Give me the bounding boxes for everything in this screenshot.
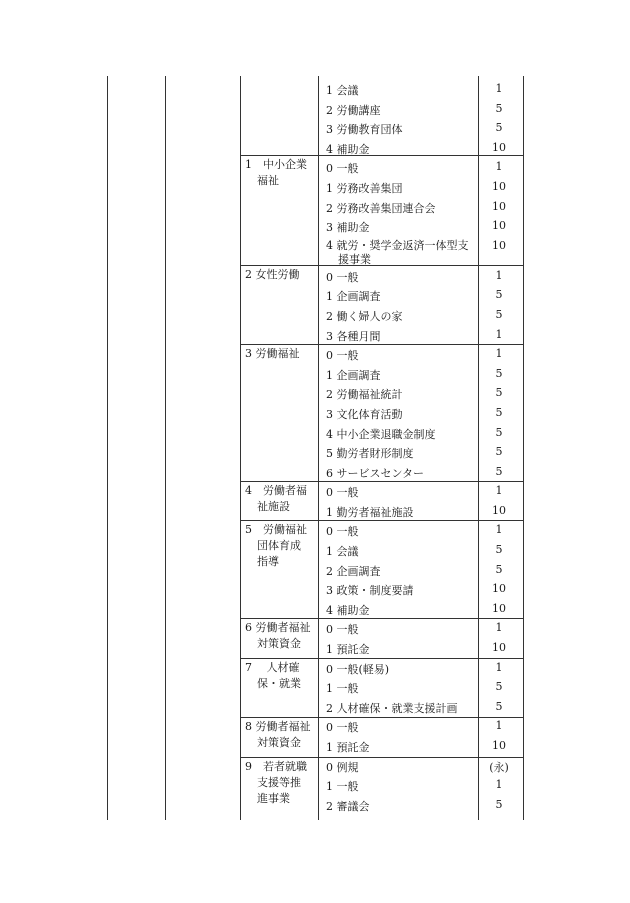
list-item: 1 預託金 10	[326, 641, 506, 657]
list-item: 0 一般 1	[326, 523, 503, 539]
list-item: 2 労働福祉統計 5	[326, 386, 503, 402]
section-label: 8 労働者福祉 対策資金	[245, 720, 311, 749]
list-item: 1 一般 1	[326, 778, 503, 794]
list-item: 1 労務改善集団 10	[326, 179, 506, 195]
column-rule	[107, 76, 108, 820]
column-rule	[240, 76, 241, 820]
list-item: 1 会議 5	[326, 543, 503, 559]
list-item: 0 一般 1	[326, 719, 503, 735]
list-item: 3 政策・制度要請 10	[326, 582, 506, 598]
list-item: 4 補助金 10	[326, 140, 506, 156]
list-item: 1 預託金 10	[326, 739, 506, 754]
list-item: 0 一般 1	[326, 484, 503, 500]
list-item: 3 各種月間 1	[326, 327, 503, 343]
list-item: 3 労働教育団体 5	[326, 121, 503, 137]
list-item: 3 補助金 10	[326, 219, 506, 235]
list-item: 2 人材確保・就業支援計画 5	[326, 699, 503, 715]
list-item: 1 企画調査 5	[326, 288, 503, 304]
list-item: 0 一般 1	[326, 160, 503, 176]
section-label: 7 人材確 保・就業	[245, 661, 301, 690]
list-item: 1 会議 1	[326, 82, 503, 97]
section-label: 1 中小企業 福祉	[245, 158, 307, 187]
section-label: 2 女性労働	[245, 268, 300, 281]
section-label: 3 労働福祉	[245, 347, 300, 360]
list-item: 0 一般 1	[326, 621, 503, 637]
list-item: 0 例規 (永)	[326, 760, 509, 774]
list-item: 1 勤労者福祉施設 10	[326, 503, 506, 519]
list-item: 1 企画調査 5	[326, 366, 503, 382]
section-label: 9 若者就職 支援等推 進事業	[245, 760, 307, 805]
list-item: 4 就労・奨学金返済一体型支 援事業 10	[326, 238, 506, 266]
section-label: 6 労働者福祉 対策資金	[245, 621, 311, 650]
list-item: 4 補助金 10	[326, 601, 506, 617]
list-item: 0 一般 1	[326, 347, 503, 363]
section-label: 5 労働福祉 団体育成 指導	[245, 523, 307, 568]
list-item: 6 サービスセンター 5	[326, 464, 503, 480]
list-item: 2 労務改善集団連合会 10	[326, 199, 506, 215]
list-item: 0 一般 1	[326, 268, 503, 284]
column-rule	[165, 76, 166, 820]
list-item: 2 労働講座 5	[326, 101, 503, 117]
list-item: 4 中小企業退職金制度 5	[326, 425, 503, 441]
list-item: 5 勤労者財形制度 5	[326, 445, 503, 461]
list-item: 2 働く婦人の家 5	[326, 307, 503, 323]
list-item: 2 審議会 5	[326, 797, 503, 813]
list-item: 3 文化体育活動 5	[326, 405, 503, 421]
item-list	[318, 79, 524, 814]
list-item: 2 企画調査 5	[326, 562, 503, 578]
list-item: 1 一般 5	[326, 680, 503, 696]
list-item: 0 一般(軽易) 1	[326, 660, 503, 676]
section-label: 4 労働者福 祉施設	[245, 484, 307, 513]
